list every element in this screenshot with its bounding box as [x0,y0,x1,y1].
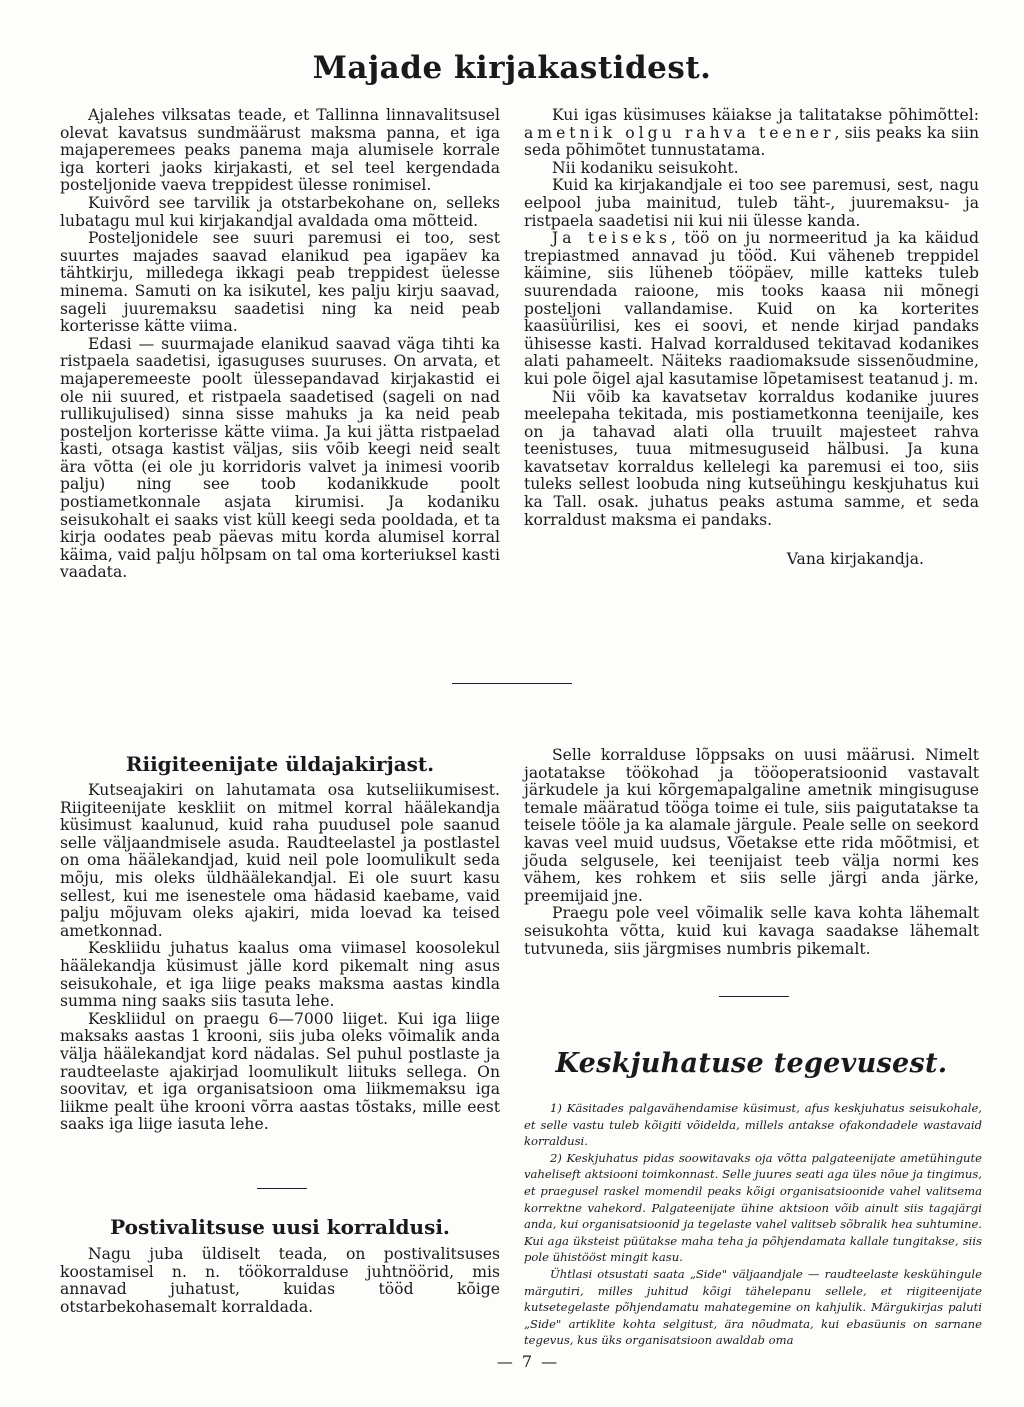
article1-right-column [524,107,979,569]
page-number: — 7 — [496,1352,560,1371]
article1-paragraph: Posteljonidele see suuri paremusi ei too, sest suurtes majades saavad elanikud pea igapäev ka tähtkirju, milledega ikkagi peab treppidest üelesse minema. Samuti on ka isikutel, kes palju kirju saavad, sageli juuremaksu saadetisi ning ka neid peab korterisse kätte viima. [60,229,500,336]
article2-heading: Riigiteenijate üldajakirjast. [125,752,435,776]
article3-body [60,1246,500,1316]
section-divider [257,1188,307,1189]
article1-paragraph: Kui igas küsimuses käiakse ja talitatakse põhimõttel: ametnik olgu rahva teener, siis peaks ka siin seda põhimõtet tunnustatama. [524,106,979,160]
article1-paragraph: Nii kodaniku seisukoht. [552,158,739,177]
article3-heading: Postivalitsuse uusi korraldusi. [110,1215,450,1239]
article1-paragraph: Nii võib ka kavatsetav korraldus kodanike juures meelepaha tekitada, mis postiametkonna teenijaile, kes on ja tahavad alati olla truuilt majesteet rahva teenistuses, tuua mitmesuguseid hälbusi. Ja kuna kavatsetav korraldus kellelegi ka paremusi ei too, siis tuleks sellest loobuda ning kutseühingu keskjuhatus kui ka Tall. osak. juhatus peaks astuma samme, et seda korraldust maksma ei pandaks. [524,387,979,529]
article2-paragraph: Keskliidul on praegu 6—7000 liiget. Kui iga liige maksaks aastas 1 krooni, siis juba oleks võimalik anda välja häälekandjat kord nädalas. Sel puhul postlaste ja raudteelaste ajakirjad loomulikult liituks sellega. On soovitav, et iga organisatsioon oma liikmemaksu iga liikme pealt ühe krooni võrra aastas tõstaks, mille eest saaks iga liige iasuta lehe. [60,1009,500,1134]
article2-paragraph: Praegu pole veel võimalik selle kava kohta lähemalt seisukohta võtta, kuid kui kavaga saadakse lähemalt tutvuneda, siis järgmises numbris pikemalt. [524,904,979,958]
article4-paragraph: Ühtlasi otsustati saata „Side" väljaandjale — raudteelaste keskühingule märgutiri, milles juhitud kõigi tähelepanu sellele, et riigiteenijate kutsetegelaste põhjendamatu mahategemine on kahjulik. Märgukirjas paluti „Side" artiklite kohta selgitust, ära nõudmata, kui ebasüunis on sarnane tegevus, kus üks organisatsioon awaldab oma [524,1266,982,1348]
article2-paragraph: Kutseajakiri on lahutamata osa kutseliikumisest. Riigiteenijate keskliit on mitmel korral häälekandja küsimust kaalunud, kuid raha puudusel pole saanud selle väljaandmisele asuda. Raudteelastel ja postlastel on oma häälekandjad, kuid neil pole loomulikult seda mõju, mis oleks üldhäälekandjal. Ei ole suurt kasu sellest, kui me isenestele oma hädasid kaebame, vaid palju mõjuvam oleks ajakiri, mida loevad ka teised ametkonnad. [60,781,500,940]
article2-body [60,782,500,1134]
article1-paragraph: Edasi — suurmajade elanikud saavad väga tihti ka ristpaela saadetisi, igasuguses suuruses. On arvata, et majaperemeeste poolt ülessepandavad kirjakastid ei ole nii suured, et ristpaela saadetised (sageli on nad rullikujulised) sinna sisse mahuks ja ka neid peab posteljon korterisse kätte viima. Ja kui jätta ristpaelad kasti, otsaga kastist väljas, siis võib keegi neid sealt ära võtta (ei ole ju korridoris valvet ja inimesi voorib palju) ning see toob kodanikkude poolt postiametkonnale asjata kirumisi. Ja kodaniku seisukohalt ei saaks vist küll keegi seda pooldada, et ta kirja oodates peab päevas mitu korda alumisel korral käima, vaid palju hõlpsam on tal oma korteriuksel kasti vaadata. [60,334,500,582]
article1-paragraph: Ajalehes vilksatas teade, et Tallinna linnavalitsusel olevat kavatsus sundmäärust maksma panna, et iga majaperemees peaks panema maja alumisele korrale iga korteri jaoks kirjakasti, et sel teel kergendada posteljonide vaeva treppidest ülesse ronimisel. [60,106,500,195]
page-title: Majade kirjakastidest. [312,50,712,86]
emphasis-text: Ja teiseks [552,229,672,248]
article1-paragraph: Ja teiseks, töö on ju normeeritud ja ka käidud trepiastmed annavad ju tööd. Kui väheneb treppidel käimine, siis lüheneb tööpäev, mille katteks tuleb suurendada raioone, mis tooks kaasa nii mõnegi posteljoni vallandamise. Kuid on ka korterites kaasüürilisi, kes ei soovi, et nende kirjad pandaks ühisesse kasti. Halvad korraldused tekitavad kodanikes alati pahameelt. Näiteks raadiomaksude sissenõudmine, kui pole õigel ajal kasutamise lõpetamisest teatanud j. m. [524,229,979,388]
article4-paragraph: 1) Käsitades palgavähendamise küsimust, afus keskjuhatus seisukohale, et selle vastu tuleb kõigiti võidelda, millels antakse ofakondadele wastavaid korraldusi. [524,1101,982,1149]
article2-paragraph: Selle korralduse lõppsaks on uusi määrusi. Nimelt jaotatakse töökohad ja tööoperatsioonid vastavalt järkudele ja kui kõrgemapalgaline ametnik mingisuguse temale määratud tööga toime ei tule, siis paigutatakse ta teisele tööle ja ka alamale järgule. Peale selle on seekord kavas veel muid uudsus, Võetakse ette rida mõõtmisi, et jõuda selgusele, kei teenijaist teeb välja normi kes vähem, kes rohkem et siis selle järgi anda järke, preemijaid jne. [524,746,979,905]
article1-left-column [60,107,500,582]
emphasis-text: ametnik olgu rahva teener [524,123,835,142]
article1-paragraph: Kuivõrd see tarvilik ja otstarbekohane on, selleks lubatagu mul kui kirjakandjal avaldada oma mõtteid. [60,193,500,230]
article1-paragraph: Kuid ka kirjakandjale ei too see paremusi, sest, nagu eelpool juba mainitud, tuleb täht-, juuremaksu- ja ristpaela saadetisi nii kui nii ülesse kanda. [524,176,979,230]
article3-paragraph: Nagu juba üldiselt teada, on postivalitsuses koostamisel n. n. töökorralduse juhtnöörid, mis annavad juhatust, kuidas tööd kõige otstarbekohasemalt korraldada. [60,1245,500,1316]
signature: Vana kirjakandja. [786,550,924,569]
article2-continuation [524,747,979,958]
section-divider [719,996,789,997]
article4-heading: Keskjuhatuse tegevusest. [555,1048,948,1079]
section-divider [452,683,572,684]
article4-body [524,1100,982,1349]
article4-paragraph: 2) Keskjuhatus pidas soowitavaks oja võtta palgateenijate ametühingute vaheliseft aktsiooni toimkonnast. Selle juures seati aga üles nõue ja tingimus, et praegusel raskel momendil peaks kõigi organisatsioonide vahel valitsema korrektne vahekord. Palgateenijate ühine aktsioon võib ainult siis tagajärgi anda, kui organisatsioonid ja tegelaste vahel valitseb sõbralik hea suhtumine. Kui aga üksteist püütakse maha teha ja põhjendamata kallale tungitakse, siis pole ühistööst mingit kasu. [524,1150,982,1265]
article2-paragraph: Keskliidu juhatus kaalus oma viimasel koosolekul häälekandja küsimust jälle kord pikemalt ning asus seisukohale, et iga liige peaks maksma aastas kindla summa ning saaks siis tasuta lehe. [60,939,500,1011]
